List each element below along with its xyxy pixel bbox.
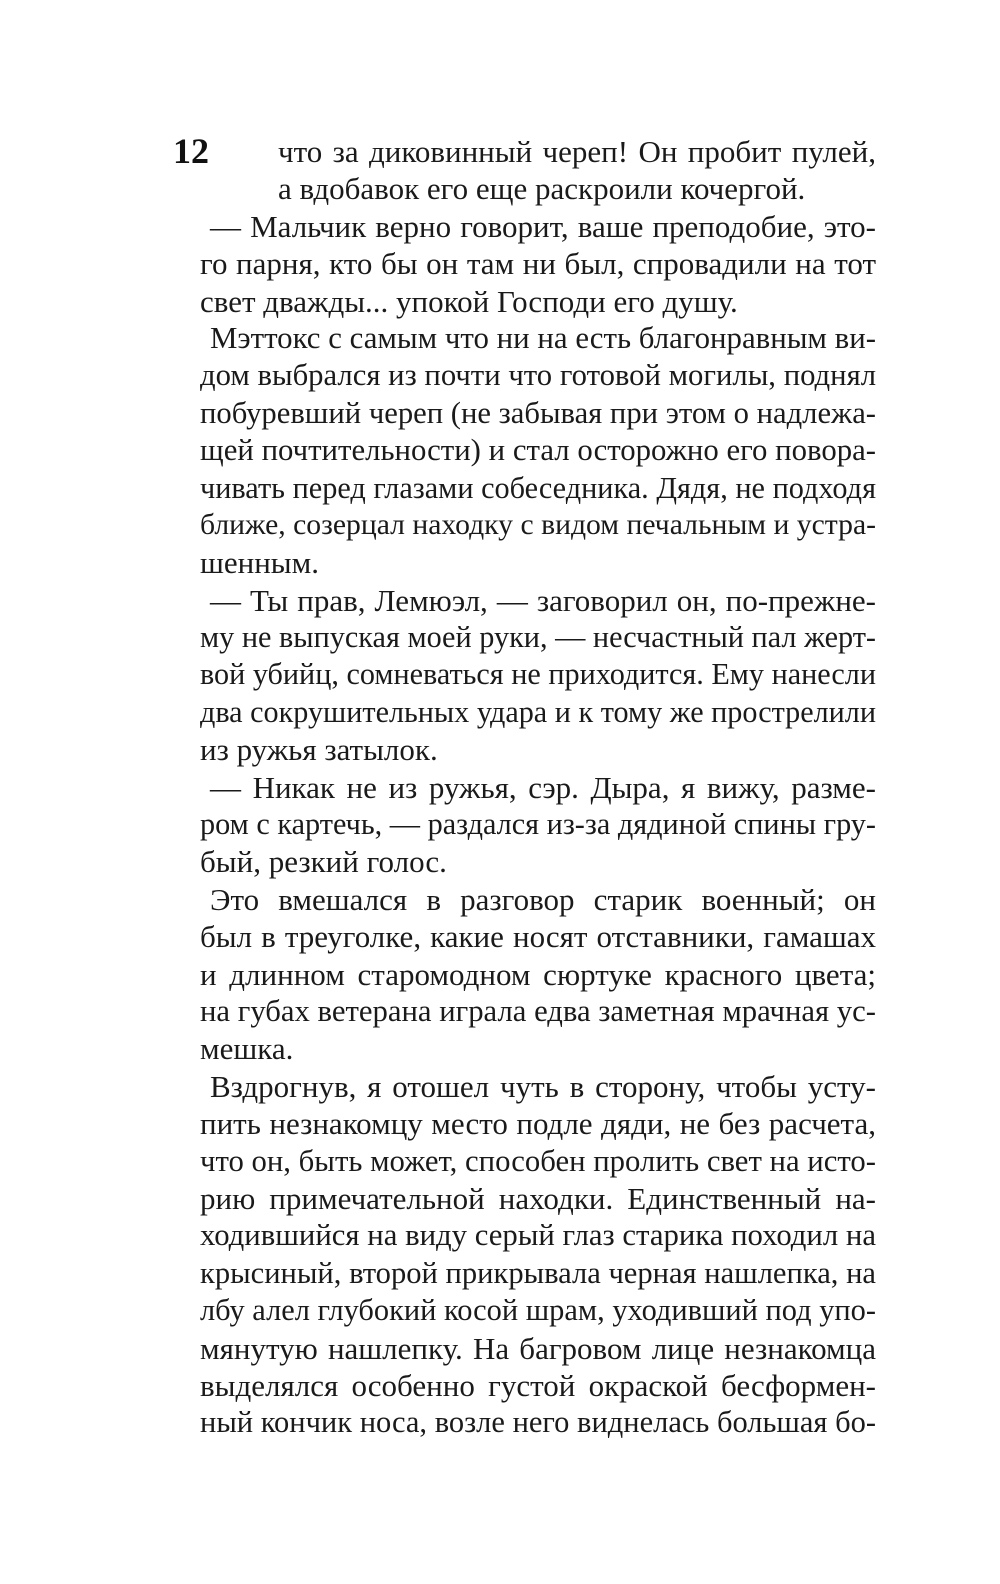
text-line: му не выпуская моей руки, — несчастный пал жерт- <box>200 620 876 655</box>
text-line: мянутую нашлепку. На багровом лице незнакомца <box>200 1330 876 1366</box>
text-line: щей почтительности) и стал осторожно его повора- <box>200 433 876 468</box>
text-line: и длинном старомодном сюртуке красного цвета; <box>200 956 876 992</box>
text-line: ром с картечь, — раздался из-за дядиной спины гру- <box>200 807 876 842</box>
text-line: го парня, кто бы он там ни был, спровадили на тот <box>200 246 876 282</box>
text-line: на губах ветерана играла едва заметная мрачная ус- <box>200 993 876 1028</box>
text-line: побуревший череп (не забывая при этом о надлежа- <box>200 395 876 430</box>
text-line: пить незнакомцу место подле дяди, не без расчета, <box>200 1106 876 1142</box>
text-line: дом выбрался из почти что готовой могилы, поднял <box>200 358 876 393</box>
page-text <box>200 133 876 1442</box>
text-line: из ружья затылок. <box>200 732 438 768</box>
text-line: ный кончик носа, возле него виднелась большая бо- <box>200 1405 876 1440</box>
text-line: Мэттокс с самым что ни на есть благонравным ви- <box>210 320 876 355</box>
text-line: рию примечательной находки. Единственный на- <box>200 1180 876 1216</box>
text-line: лбу алел глубокий косой шрам, уходивший под упо- <box>200 1293 876 1328</box>
text-line: что за диковинный череп! Он пробит пулей, <box>278 134 876 169</box>
text-line: Это вмешался в разговор старик военный; он <box>210 881 876 917</box>
text-line: а вдобавок его еще раскроили кочергой. <box>278 171 806 207</box>
text-line: Вздрогнув, я отошел чуть в сторону, чтобы усту- <box>210 1068 876 1104</box>
text-line: — Ты прав, Лемюэл, — заговорил он, по-прежне- <box>210 582 876 618</box>
text-line: был в треуголке, какие носят отставники, гамашах <box>200 919 876 955</box>
text-line: — Никак не из ружья, сэр. Дыра, я вижу, разме- <box>210 769 876 805</box>
text-line: выделялся особенно густой окраской бесформен- <box>200 1367 876 1403</box>
text-line: два сокрушительных удара и к тому же прострелили <box>200 694 876 729</box>
text-line: шенным. <box>200 545 320 581</box>
page-number: 12 <box>173 131 209 171</box>
text-line: крысиный, второй прикрывала черная нашлепка, на <box>200 1255 876 1290</box>
text-line: вой убийц, сомневаться не приходится. Ему нанесли <box>200 657 876 692</box>
text-line: мешка. <box>200 1031 294 1067</box>
text-line: — Мальчик верно говорит, ваше преподобие, это- <box>210 208 876 244</box>
text-line: что он, быть может, способен пролить свет на исто- <box>200 1143 876 1178</box>
text-line: ходившийся на виду серый глаз старика походил на <box>200 1218 876 1253</box>
text-line: чивать перед глазами собеседника. Дядя, не подходя <box>200 470 876 505</box>
text-line: бый, резкий голос. <box>200 844 447 880</box>
text-line: ближе, созерцал находку с видом печальным и устра- <box>200 508 876 541</box>
text-line: свет дважды... упокой Господи его душу. <box>200 283 738 319</box>
